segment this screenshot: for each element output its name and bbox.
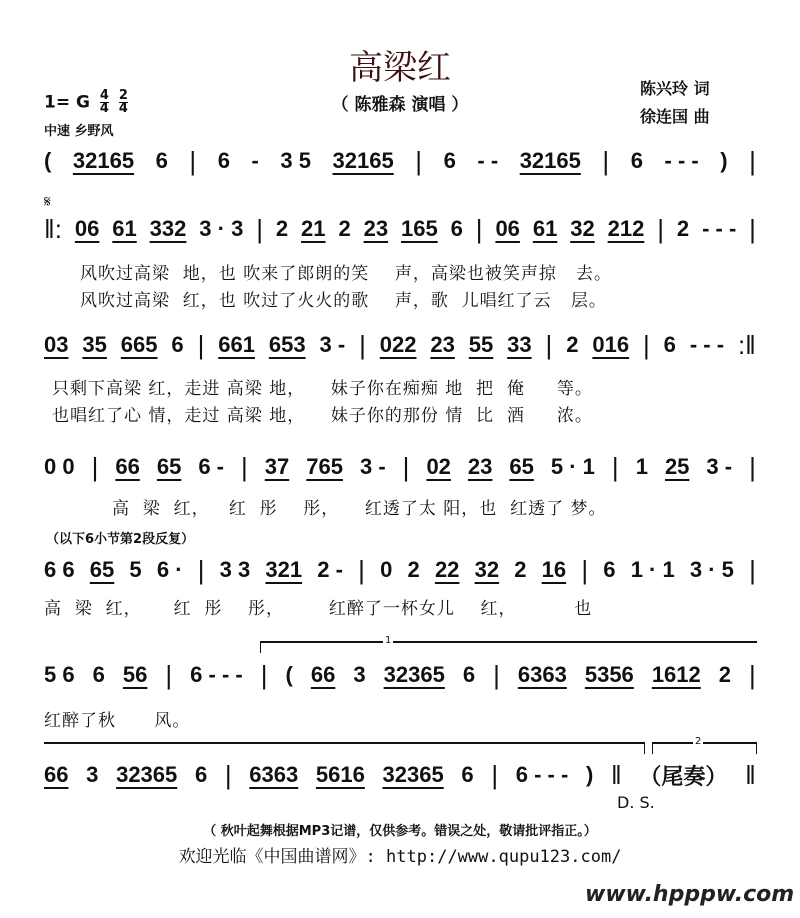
site-link[interactable]: 欢迎光临《中国曲谱网》: http://www.qupu123.com/ <box>178 847 622 867</box>
note-group: - - - <box>702 216 737 241</box>
note-group: 6 - - - <box>515 762 569 787</box>
denominator: 4 <box>118 101 128 116</box>
system-5 <box>44 555 756 585</box>
system-2 <box>44 214 756 244</box>
note-group: 5 · 1 <box>550 454 595 479</box>
note-group: 3 - <box>706 454 733 479</box>
barline: ‖ <box>745 759 756 790</box>
note-group: 0 <box>380 557 393 582</box>
barline: | <box>545 329 553 360</box>
note-group: 35 <box>82 332 107 357</box>
note-group: 6 · <box>156 557 183 582</box>
lyrics-chorus: 高 梁 红， 红 彤 彤， 红透了太 阳，也 红透了 梦。 <box>112 499 607 519</box>
segno-icon: 𝄋 <box>44 192 51 211</box>
lyrics-verse-2: 也唱红了心 情，走过 高梁 地， 妹子你的那份 情 比 酒 浓。 <box>52 406 593 426</box>
repeat-note: （以下6小节第2段反复） <box>46 532 195 547</box>
note-group: 6363 <box>517 662 567 687</box>
barline: | <box>749 554 756 585</box>
note-group: 6 <box>450 216 463 241</box>
note-group: 5 <box>129 557 142 582</box>
note-group: 765 <box>306 454 343 479</box>
note-group: 6 <box>462 662 476 687</box>
singer: （ 陈雅森 演唱 ） <box>331 95 469 115</box>
barline: | <box>581 554 589 585</box>
watermark: www.hpppw.com <box>585 882 795 907</box>
volta-number: 1 <box>385 635 392 646</box>
lyrics-chorus-2: 高 梁 红， 红 彤 彤， 红醉了一杯女儿 红， 也 <box>44 599 593 619</box>
note-group: 2 <box>514 557 527 582</box>
note-group: 0 0 <box>44 454 75 479</box>
note-group: 165 <box>400 216 438 241</box>
system-3 <box>44 330 756 360</box>
note-group: 66 <box>44 762 69 787</box>
note-group: - - - <box>689 332 725 357</box>
barline: | <box>749 659 756 690</box>
note-group: （尾奏） <box>639 763 728 789</box>
volta-2 <box>652 736 757 754</box>
note-group: ( <box>44 148 52 173</box>
note-group: ) <box>720 148 728 173</box>
barline: | <box>165 659 173 690</box>
barline: | <box>189 145 197 176</box>
note-group: 65 <box>89 557 115 582</box>
note-group: 22 <box>434 557 460 582</box>
note-group: 23 <box>363 216 389 241</box>
note-group: 6 <box>663 332 676 357</box>
note-group: 6 - - - <box>190 662 243 687</box>
note-group: 1612 <box>651 662 701 687</box>
note-group: 665 <box>120 332 158 357</box>
note-group: 32365 <box>383 662 445 687</box>
barline: | <box>224 759 232 790</box>
barline: :‖ <box>737 329 756 360</box>
volta-number: 2 <box>695 736 702 747</box>
key: 1= G <box>44 92 90 113</box>
note-group: - - <box>477 148 499 173</box>
note-group: 6 <box>217 148 230 173</box>
lyrics-ending: 红醉了秋 风。 <box>44 711 191 731</box>
lyrics-verse-1: 只剩下高梁 红，走进 高梁 地， 妹子你在痴痴 地 把 俺 等。 <box>52 379 593 399</box>
note-group: 02 <box>426 454 451 479</box>
note-group: 6 6 <box>44 557 75 582</box>
note-group: 3 5 <box>280 148 311 173</box>
note-group: 5616 <box>315 762 365 787</box>
note-group: 321 <box>265 557 303 582</box>
note-group: 2 <box>566 332 579 357</box>
note-group: 32165 <box>332 148 394 173</box>
note-group: 2 <box>275 216 289 241</box>
note-group: 23 <box>430 332 455 357</box>
barline: | <box>358 554 365 585</box>
barline: | <box>475 213 483 244</box>
note-group: 3 3 <box>219 557 251 582</box>
numerator: 2 <box>118 88 128 103</box>
note-group: 3 <box>86 762 99 787</box>
note-group: 06 <box>495 216 520 241</box>
barline: | <box>402 451 410 482</box>
composer: 徐连国 曲 <box>640 107 710 126</box>
note-group: 21 <box>301 216 326 241</box>
barline: | <box>91 451 99 482</box>
note-group: 1 <box>635 454 648 479</box>
barline: | <box>491 759 499 790</box>
note-group: 32165 <box>519 148 581 173</box>
note-group: 5 6 <box>44 662 75 687</box>
volta-1 <box>260 635 757 653</box>
barline: | <box>415 145 423 176</box>
note-group: 6363 <box>249 762 299 787</box>
volta-1-continuation <box>44 742 645 754</box>
note-group: ( <box>285 662 293 687</box>
note-group: 6 <box>443 148 456 173</box>
note-group: 6 <box>171 332 184 357</box>
note-group: 6 <box>630 148 643 173</box>
note-group: 2 <box>676 216 690 241</box>
system-7 <box>44 760 756 790</box>
note-group: 3 <box>353 662 366 687</box>
barline: ‖ <box>611 759 622 790</box>
denominator: 4 <box>99 101 109 116</box>
barline: | <box>197 329 205 360</box>
note-group: 32365 <box>382 762 444 787</box>
note-group: ) <box>586 762 594 787</box>
note-group: 66 <box>310 662 336 687</box>
time-signature-2 <box>119 90 128 115</box>
barline: | <box>611 451 619 482</box>
song-title: 高梁红 <box>349 48 451 88</box>
note-group: - <box>251 148 259 173</box>
barline: | <box>749 145 756 176</box>
barline: | <box>749 451 756 482</box>
note-group: 25 <box>664 454 690 479</box>
note-group: 37 <box>264 454 290 479</box>
note-group: 33 <box>507 332 532 357</box>
key-signature <box>44 90 128 115</box>
tempo-marking: 中速 乡野风 <box>44 124 114 139</box>
note-group: 3 · 5 <box>689 557 734 582</box>
barline: | <box>749 213 756 244</box>
note-group: 03 <box>44 332 69 357</box>
note-group: 32 <box>474 557 500 582</box>
barline: ‖: <box>44 213 62 244</box>
note-group: 3 · 3 <box>199 216 244 241</box>
note-group: 2 <box>338 216 351 241</box>
note-group: 661 <box>218 332 255 357</box>
lyrics-verse-2: 风吹过高梁 红，也 吹过了火火的歌 声，歌 儿唱红了云 层。 <box>80 291 607 311</box>
note-group: 2 - <box>317 557 343 582</box>
note-group: 61 <box>532 216 558 241</box>
system-4 <box>44 452 756 482</box>
note-group: 16 <box>541 557 567 582</box>
note-group: 6 - <box>198 454 225 479</box>
barline: | <box>657 213 664 244</box>
note-group: 2 <box>718 662 732 687</box>
note-group: 32365 <box>116 762 178 787</box>
note-group: 6 <box>461 762 474 787</box>
note-group: 61 <box>112 216 137 241</box>
barline: | <box>602 145 610 176</box>
barline: | <box>493 659 500 690</box>
lyricist: 陈兴玲 词 <box>640 79 710 98</box>
barline: | <box>260 659 268 690</box>
note-group: 32165 <box>72 148 135 173</box>
note-group: 3 - <box>319 332 346 357</box>
transcriber-note: （ 秋叶起舞根据MP3记谱，仅供参考。错误之处，敬请批评指正。） <box>203 824 597 839</box>
barline: | <box>256 213 263 244</box>
numerator: 4 <box>99 88 109 103</box>
note-group: 65 <box>156 454 182 479</box>
note-group: 1 · 1 <box>630 557 675 582</box>
dal-segno: D. S. <box>617 793 655 812</box>
note-group: 2 <box>407 557 420 582</box>
note-group: 6 <box>155 148 168 173</box>
barline: | <box>197 554 205 585</box>
note-group: 6 <box>194 762 208 787</box>
note-group: 6 <box>603 557 616 582</box>
note-group: 65 <box>509 454 534 479</box>
note-group: 5356 <box>584 662 634 687</box>
note-group: 6 <box>92 662 105 687</box>
note-group: 56 <box>122 662 148 687</box>
barline: | <box>359 329 366 360</box>
note-group: 06 <box>74 216 100 241</box>
note-group: 022 <box>379 332 417 357</box>
note-group: - - - <box>664 148 699 173</box>
note-group: 23 <box>467 454 493 479</box>
barline: | <box>643 329 650 360</box>
system-1 <box>44 146 756 176</box>
note-group: 016 <box>592 332 630 357</box>
note-group: 212 <box>607 216 645 241</box>
note-group: 66 <box>115 454 140 479</box>
note-group: 32 <box>570 216 595 241</box>
note-group: 332 <box>149 216 187 241</box>
note-group: 3 - <box>359 454 386 479</box>
barline: | <box>241 451 248 482</box>
time-signature-1 <box>100 90 109 115</box>
note-group: 55 <box>468 332 494 357</box>
note-group: 653 <box>268 332 306 357</box>
system-6 <box>44 660 756 690</box>
lyrics-verse-1: 风吹过高梁 地，也 吹来了郎朗的笑 声，高梁也被笑声掠 去。 <box>80 264 613 284</box>
